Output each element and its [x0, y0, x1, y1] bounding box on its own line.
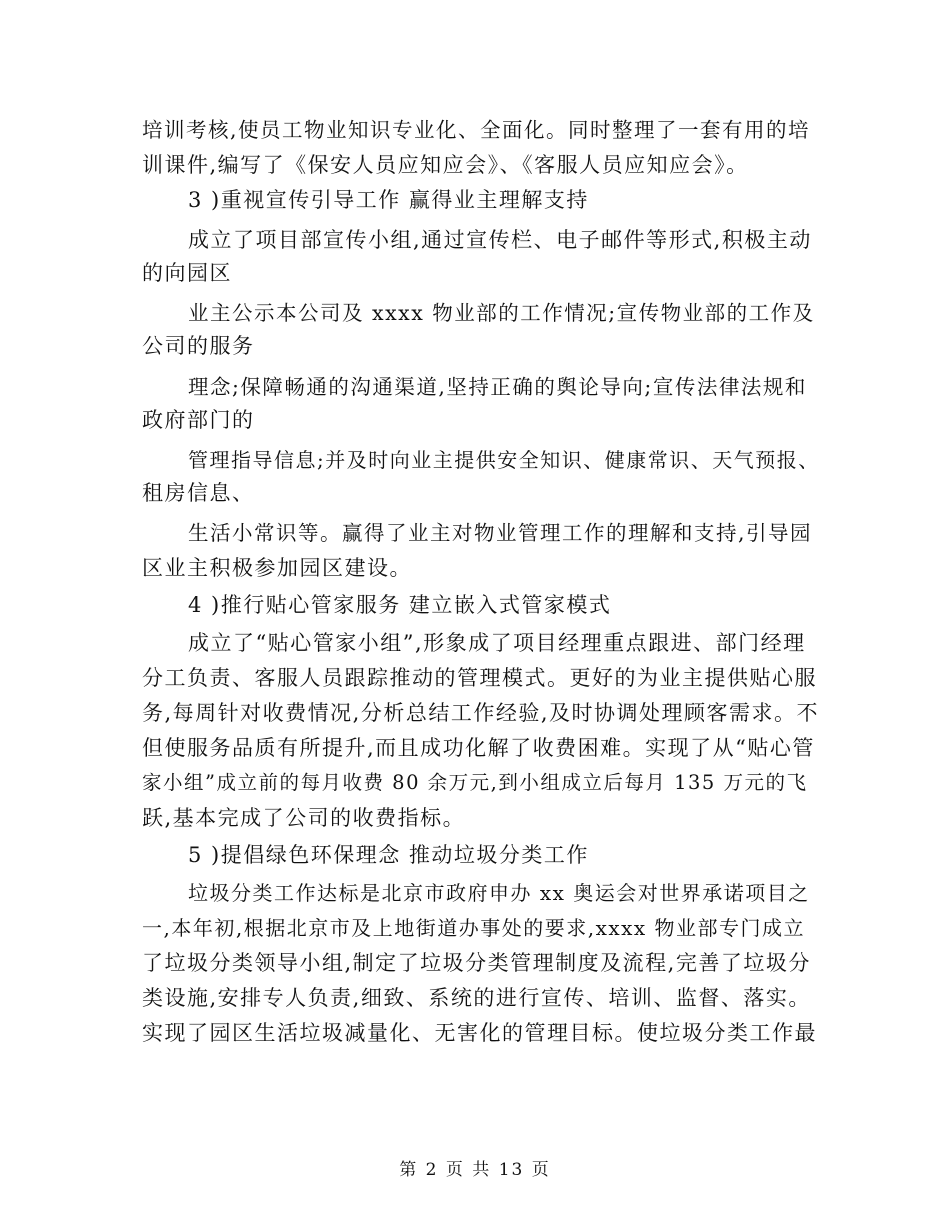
text-line: 分工负责、客服人员跟踪推动的管理模式。更好的为业主提供贴心服 [142, 666, 817, 690]
text-line: 务,每周针对收费情况,分析总结工作经验,及时协调处理顾客需求。不 [142, 701, 820, 725]
page-number: 第 2 页 共 13 页 [399, 1160, 551, 1180]
text-line: 一,本年初,根据北京市及上地街道办事处的要求,xxxx 物业部专门成立 [142, 916, 806, 940]
text-line: 培训考核,使员工物业知识专业化、全面化。同时整理了一套有用的培 [142, 118, 811, 142]
text-line: 成立了项目部宣传小组,通过宣传栏、电子邮件等形式,积极主动 [188, 228, 812, 252]
text-line: 生活小常识等。赢得了业主对物业管理工作的理解和支持,引导园 [188, 521, 813, 545]
section-heading: 5 )提倡绿色环保理念 推动垃圾分类工作 [188, 843, 589, 867]
text-line: 公司的服务 [142, 334, 255, 358]
text-line: 训课件,编写了《保安人员应知应会》、《客服人员应知应会》。 [142, 153, 749, 177]
text-line: 垃圾分类工作达标是北京市政府申办 xx 奥运会对世界承诺项目之 [188, 881, 810, 905]
text-line: 区业主积极参加园区建设。 [142, 556, 412, 580]
section-heading: 4 )推行贴心管家服务 建立嵌入式管家模式 [188, 593, 612, 617]
text-line: 类设施,安排专人负责,细致、系统的进行宣传、培训、监督、落实。 [142, 986, 811, 1010]
section-heading: 3 )重视宣传引导工作 赢得业主理解支持 [188, 188, 589, 212]
text-line: 实现了园区生活垃圾减量化、无害化的管理目标。使垃圾分类工作最 [142, 1021, 817, 1045]
text-line: 政府部门的 [142, 408, 255, 432]
text-line: 家小组”成立前的每月收费 80 余万元,到小组成立后每月 135 万元的飞 [142, 771, 808, 794]
text-line: 跃,基本完成了公司的收费指标。 [142, 806, 466, 830]
text-line: 成立了“贴心管家小组”,形象成了项目经理重点跟进、部门经理 [188, 631, 806, 655]
text-line: 业主公示本公司及 xxxx 物业部的工作情况;宣传物业部的工作及 [188, 301, 815, 325]
text-line: 了垃圾分类领导小组,制定了垃圾分类管理制度及流程,完善了垃圾分 [142, 951, 811, 975]
text-line: 但使服务品质有所提升,而且成功化解了收费困难。实现了从“贴心管 [142, 736, 815, 760]
text-line: 管理指导信息;并及时向业主提供安全知识、健康常识、天气预报、 [188, 448, 820, 472]
text-line: 理念;保障畅通的沟通渠道,坚持正确的舆论导向;宣传法律法规和 [188, 375, 807, 399]
text-line: 的向园区 [142, 261, 232, 285]
text-line: 租房信息、 [142, 481, 255, 505]
